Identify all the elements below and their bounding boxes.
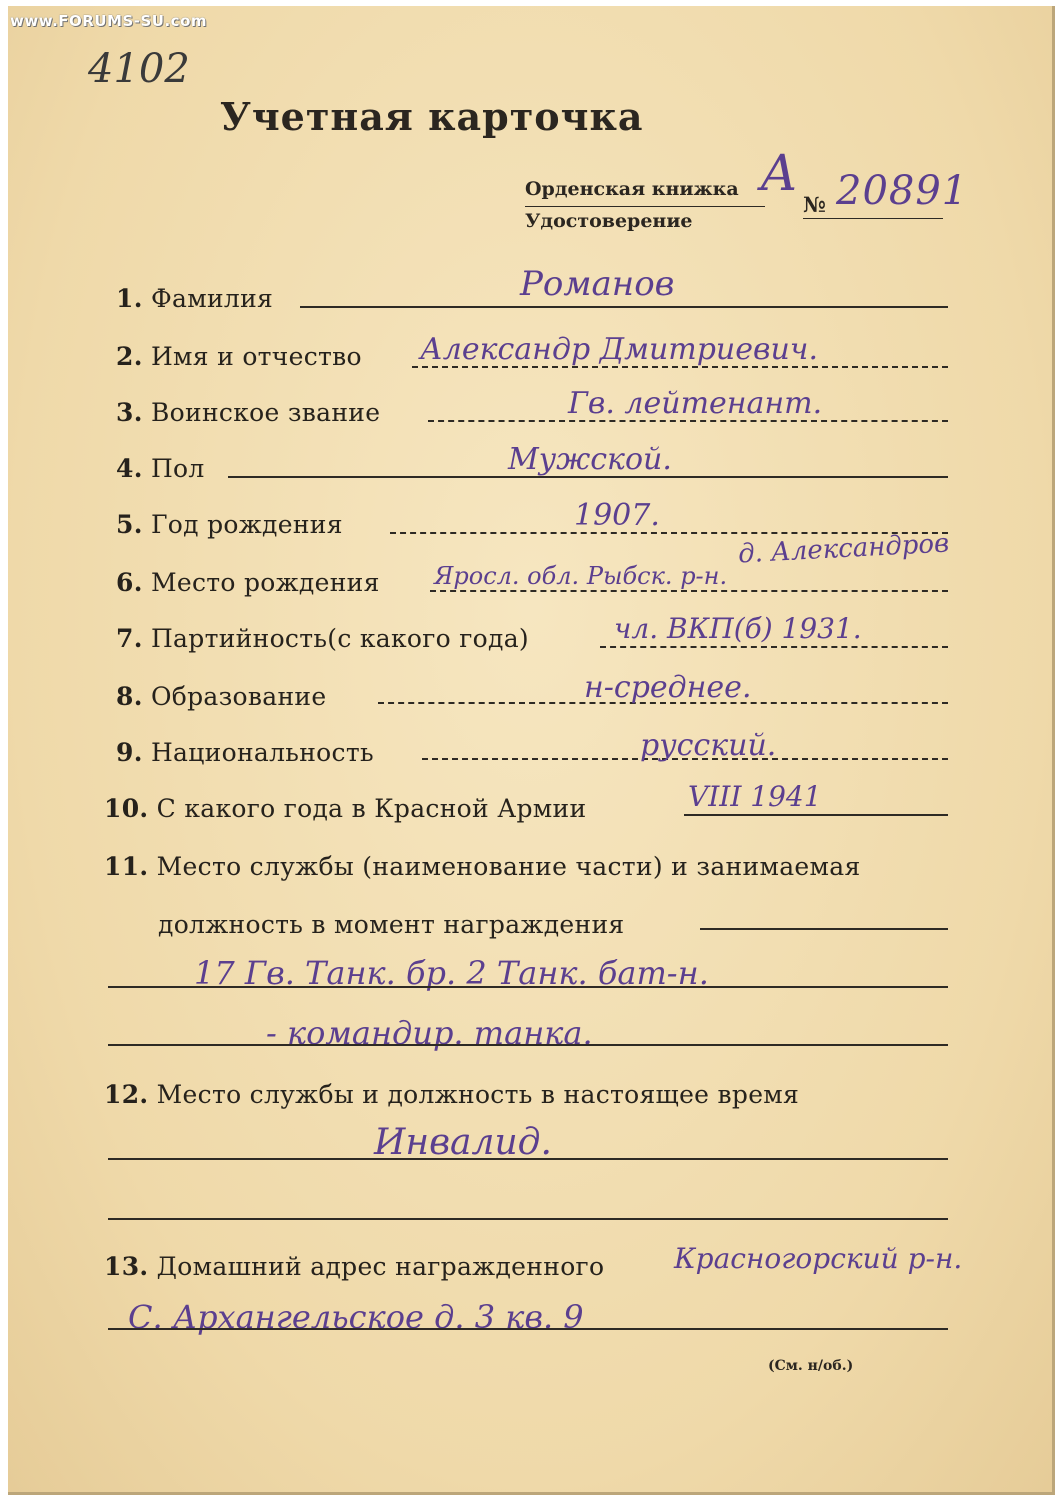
field-address-line [108, 1328, 948, 1330]
order-book-series: А [760, 144, 798, 202]
field-education-value: н-среднее. [584, 670, 752, 705]
field-birthplace-label: 6. Место рождения [116, 568, 380, 597]
field-nationality-value: русский. [640, 728, 777, 763]
footnote: (См. н/об.) [768, 1358, 854, 1374]
field-party-value: чл. ВКП(б) 1931. [614, 612, 862, 645]
field-name-value: Александр Дмитриевич. [420, 332, 818, 367]
field-birth-year-label: 5. Год рождения [116, 510, 343, 539]
field-sex-value: Мужской. [508, 442, 672, 477]
certificate-label: Удостоверение [525, 210, 693, 232]
field-address-value-1: Красногорский р-н. [674, 1242, 963, 1275]
archive-number: 4102 [88, 46, 190, 92]
field-rank-label: 3. Воинское звание [116, 398, 381, 427]
number-sign: № [803, 192, 826, 217]
field-surname-line [300, 306, 948, 308]
field-nationality-label: 9. Национальность [116, 738, 374, 767]
field-birth-year-value: 1907. [574, 498, 660, 533]
field-service-label-cont: должность в момент награждения [158, 910, 625, 939]
field-service-label: 11. Место службы (наименование части) и занимаемая [104, 852, 861, 881]
field-service-line-0 [700, 928, 948, 930]
field-current-service-line-2 [108, 1218, 948, 1220]
field-service-value-2: - командир. танка. [266, 1014, 593, 1052]
field-current-service-value: Инвалид. [374, 1122, 552, 1163]
field-address-label: 13. Домашний адрес награжденного [104, 1252, 605, 1281]
field-service-line-1 [108, 986, 948, 988]
card-title: Учетная карточка [220, 94, 644, 139]
field-army-year-label: 10. С какого года в Красной Армии [104, 794, 587, 823]
order-book-divider [525, 206, 765, 207]
field-surname-value: Романов [520, 264, 675, 304]
order-book-label: Орденская книжка [525, 178, 739, 200]
field-name-label: 2. Имя и отчество [116, 342, 362, 371]
field-birthplace-line [430, 590, 948, 592]
number-underline [803, 218, 943, 219]
field-rank-value: Гв. лейтенант. [568, 386, 823, 421]
field-service-line-2 [108, 1044, 948, 1046]
field-army-year-line [684, 814, 948, 816]
field-current-service-label: 12. Место службы и должность в настоящее время [104, 1080, 800, 1109]
order-book-number: 20891 [836, 168, 969, 214]
field-sex-label: 4. Пол [116, 454, 205, 483]
field-education-label: 8. Образование [116, 682, 327, 711]
field-service-value-1: 17 Гв. Танк. бр. 2 Танк. бат-н. [194, 954, 709, 992]
field-party-label: 7. Партийность(с какого года) [116, 624, 529, 653]
field-birthplace-value: Яросл. обл. Рыбск. р-н. [434, 562, 728, 590]
site-watermark: www.FORUMS-SU.com [10, 12, 208, 30]
field-army-year-value: VIII 1941 [688, 780, 822, 813]
field-surname-label: 1. Фамилия [116, 284, 274, 313]
field-address-value-2: С. Архангельское д. 3 кв. 9 [128, 1298, 584, 1336]
field-party-line [600, 646, 948, 648]
field-birthplace-village: д. Александров [737, 528, 950, 570]
record-card [8, 6, 1055, 1495]
field-current-service-line-1 [108, 1158, 948, 1160]
